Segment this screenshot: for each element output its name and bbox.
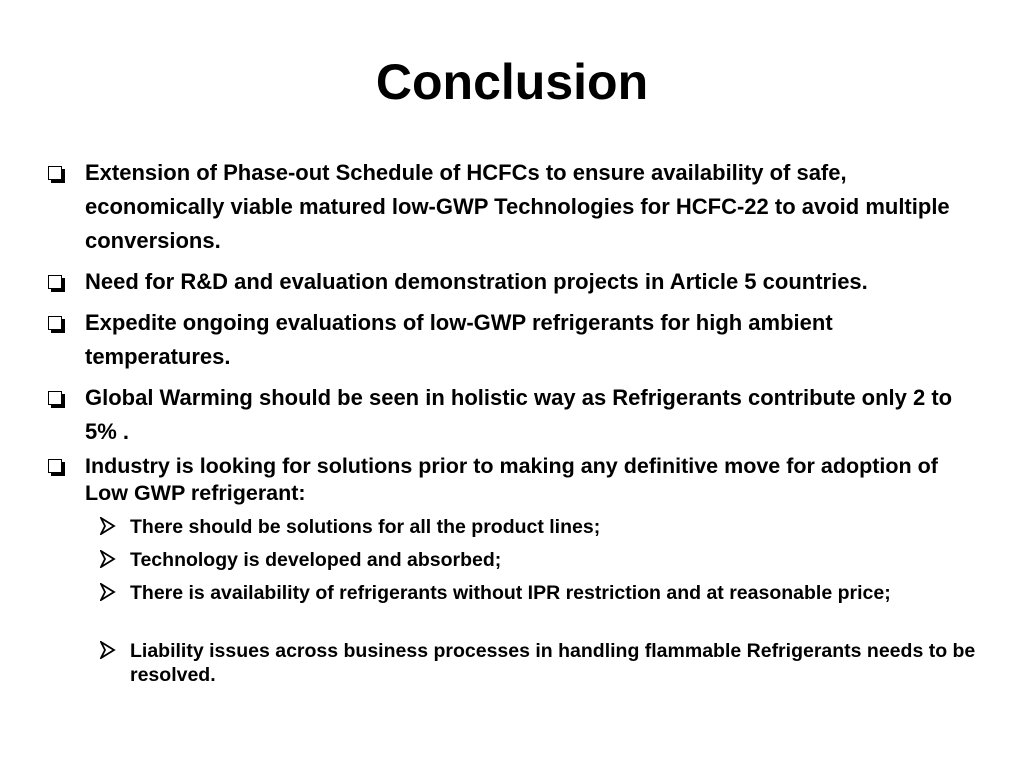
sub-bullet-text: Liability issues across business processes in handling flammable Refrigerants needs to be resolved. xyxy=(130,640,976,686)
arrow-bullet-icon xyxy=(100,641,116,659)
arrow-bullet-icon xyxy=(100,583,116,601)
arrow-bullet-icon xyxy=(100,517,116,535)
bullet-text: Industry is looking for solutions prior to making any definitive move for adoption of Low GWP refrigerant: xyxy=(85,454,938,505)
slide-title: Conclusion xyxy=(375,54,649,110)
arrow-bullet-icon xyxy=(100,550,116,568)
bullet-text: Global Warming should be seen in holistic way as Refrigerants contribute only 2 to 5% . xyxy=(85,385,953,444)
checkbox-bullet-icon xyxy=(48,391,62,405)
checkbox-bullet-icon xyxy=(48,275,62,289)
bullet-text: Extension of Phase-out Schedule of HCFCs to ensure availability of safe, economically viable matured low-GWP Technologies for HCFC-22 to avoid multiple conversions. xyxy=(85,160,950,253)
sub-bullet-text: There is availability of refrigerants without IPR restriction and at reasonable price; xyxy=(130,582,891,604)
bullet-text: Expedite ongoing evaluations of low-GWP refrigerants for high ambient temperatures. xyxy=(85,310,833,369)
checkbox-bullet-icon xyxy=(48,166,62,180)
checkbox-bullet-icon xyxy=(48,316,62,330)
sub-bullet-text: There should be solutions for all the product lines; xyxy=(130,516,601,538)
checkbox-bullet-icon xyxy=(48,459,62,473)
sub-bullet-text: Technology is developed and absorbed; xyxy=(130,549,502,571)
bullet-text: Need for R&D and evaluation demonstration projects in Article 5 countries. xyxy=(85,269,868,294)
